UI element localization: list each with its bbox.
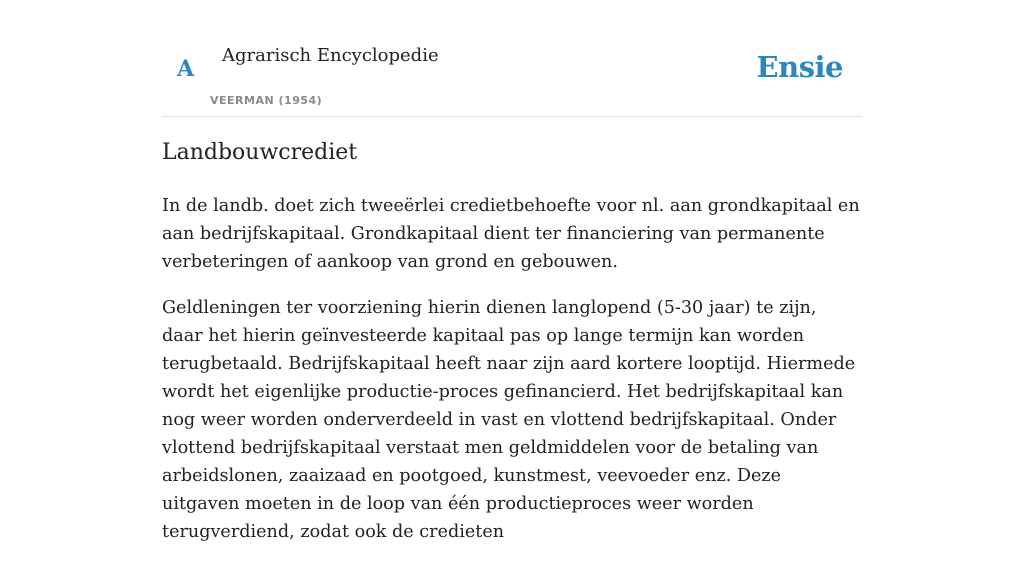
article-paragraph-2: Geldleningen ter voorziening hierin dienen langlopend (5-30 jaar) te zijn, daar het hierin geïnvesteerde kapitaal pas op lange termijn kan worden terugbetaald. Bedrijfskapitaal heeft naar zijn aard kortere looptijd. Hiermede wordt het eigenlijke productie-proces gefinancierd. Het bedrijfskapitaal kan nog weer worden onderverdeeld in vast en vlottend bedrijfskapitaal. Onder vlottend bedrijfskapitaal verstaat men geldmiddelen voor de betaling van arbeidslonen, zaaizaad en pootgoed, kunstmest, veevoeder enz. Deze uitgaven moeten in de loop van één productieproces weer worden terugverdiend, zodat ook de credieten — [162, 298, 856, 542]
source-header — [162, 0, 862, 117]
ensie-logo[interactable]: Ensie — [756, 50, 843, 84]
article-body — [162, 192, 862, 564]
article-title: Landbouwcrediet — [162, 140, 358, 165]
article-paragraph-1: In de landb. doet zich tweeërlei credietbehoefte voor nl. aan grondkapitaal en aan bedrijfskapitaal. Grondkapitaal dient ter financiering van permanente verbeteringen of aankoop van grond en gebouwen. — [162, 196, 860, 272]
source-title-link[interactable]: Agrarisch Encyclopedie — [222, 45, 439, 66]
source-author-year: VEERMAN (1954) — [210, 94, 323, 107]
index-letter[interactable]: A — [177, 56, 195, 82]
